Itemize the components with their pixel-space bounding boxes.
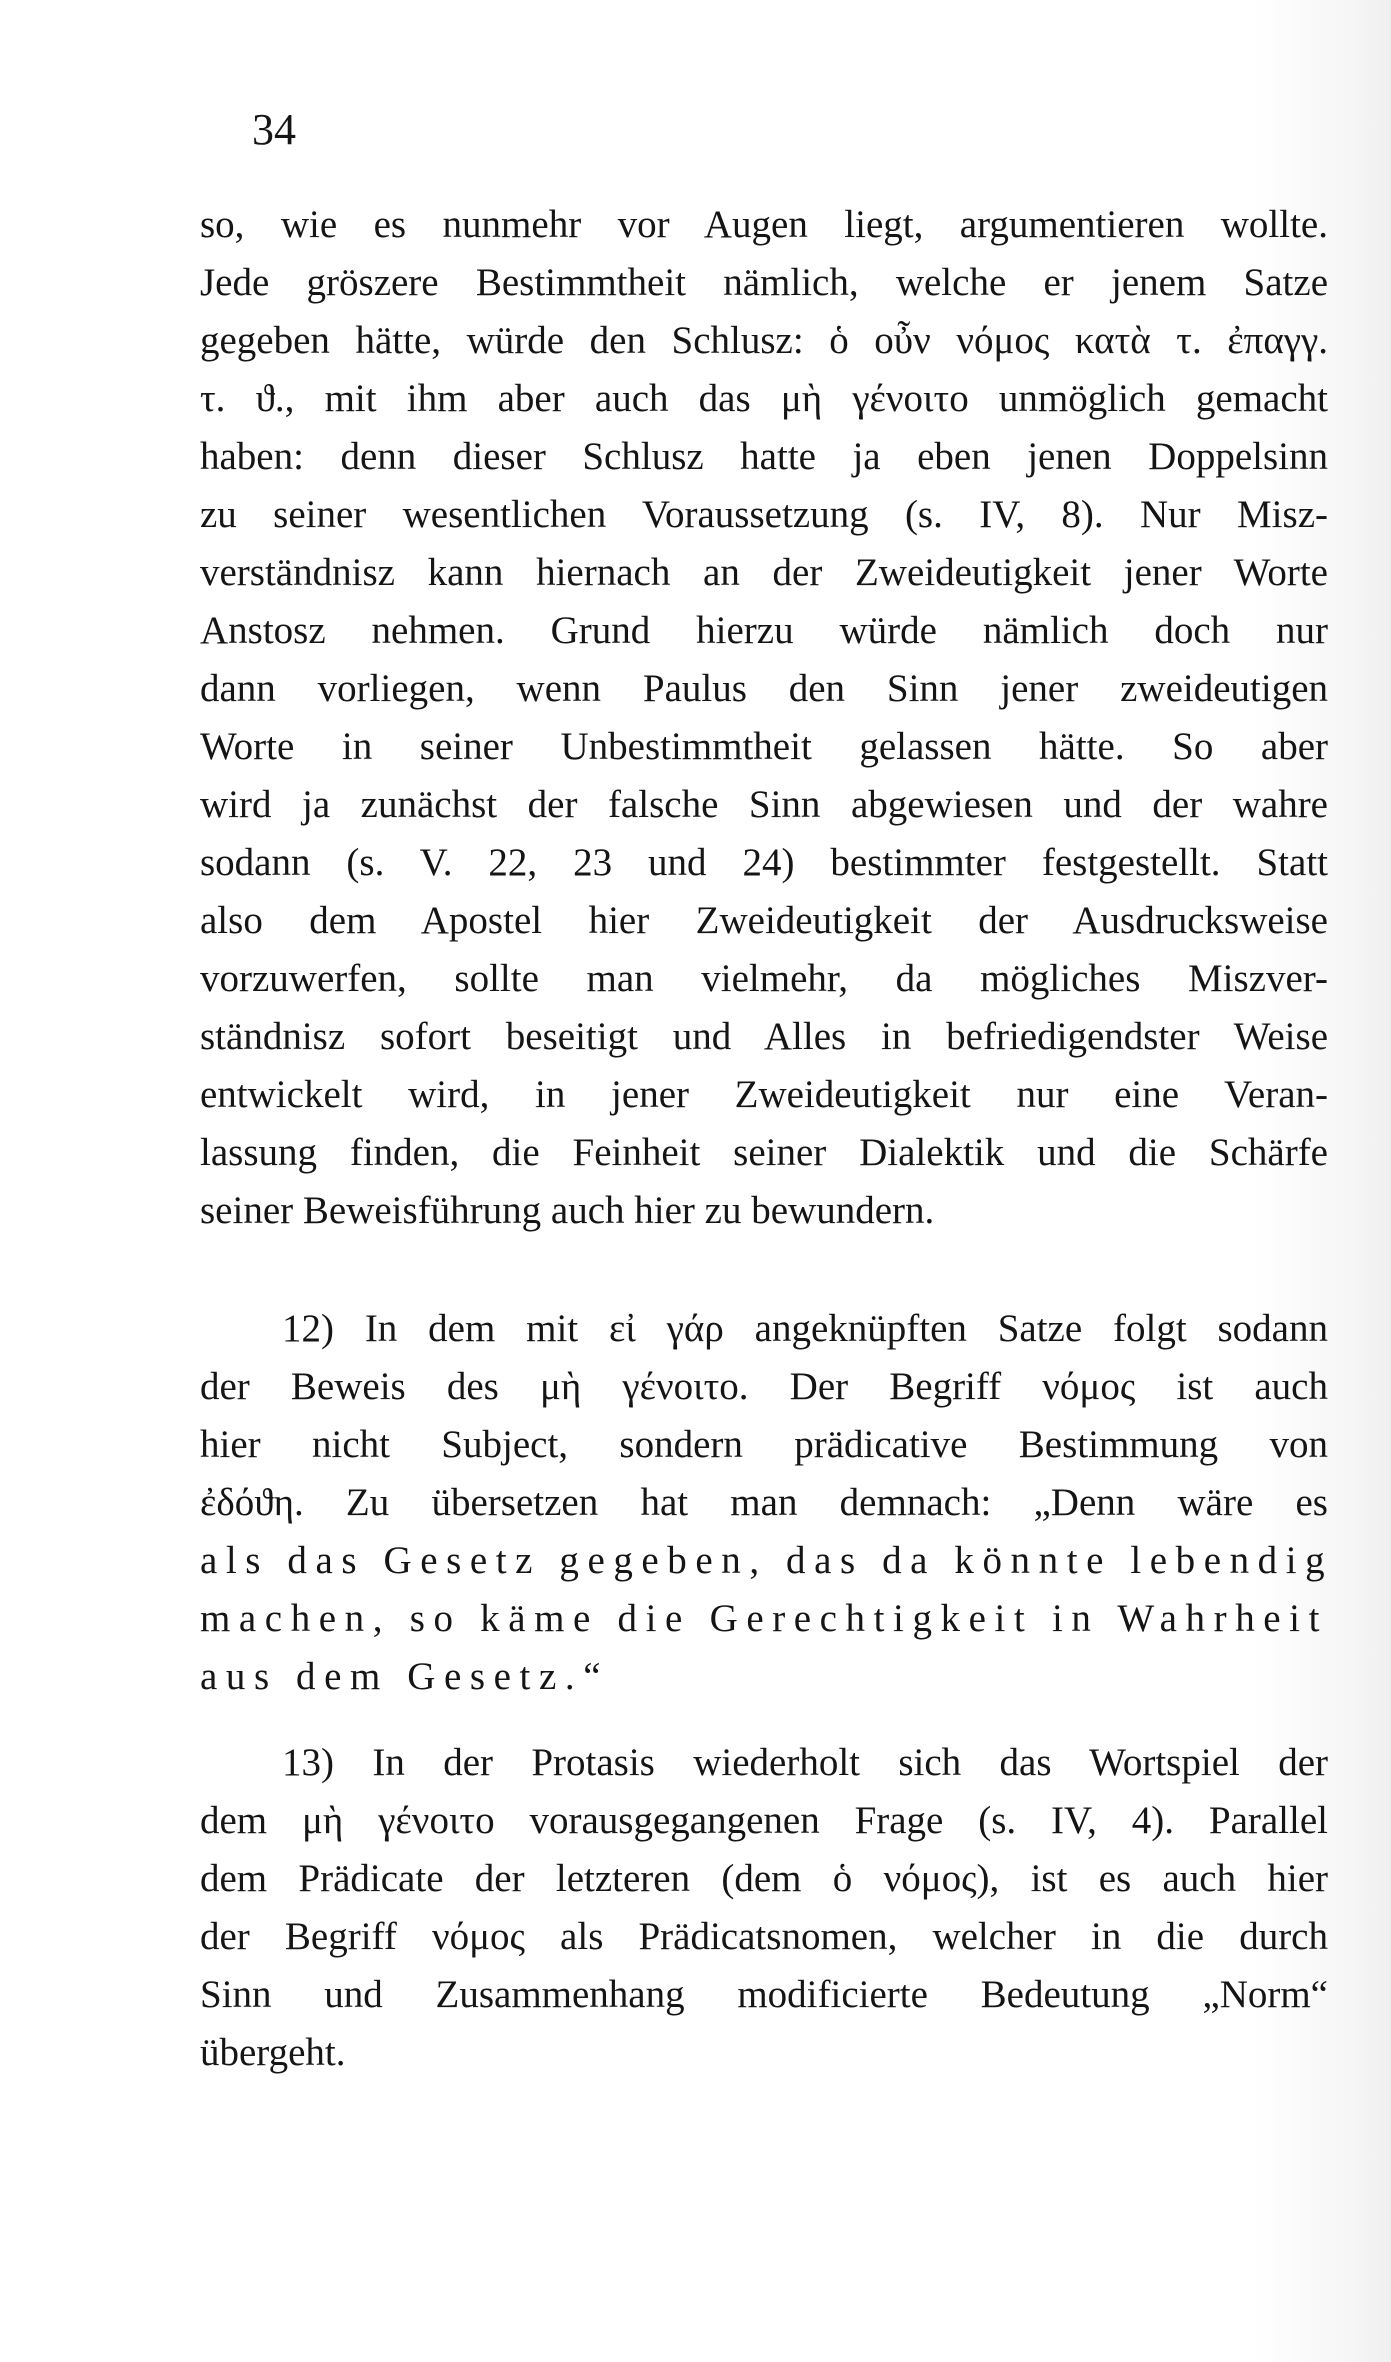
text-line: ständnisz sofort beseitigt und Alles in befriedigendster Weise: [200, 1015, 1328, 1058]
text-line: seiner Beweisführung auch hier zu bewundern.: [200, 1189, 935, 1232]
text-line: dem μὴ γένοιτο vorausgegangenen Frage (s. IV, 4). Parallel: [200, 1799, 1328, 1842]
text-line: dem Prädicate der letzteren (dem ὁ νόμος), ist es auch hier: [200, 1857, 1328, 1900]
text-line: hier nicht Subject, sondern prädicative Bestimmung von: [200, 1423, 1328, 1466]
text-line: lassung finden, die Feinheit seiner Dialektik und die Schärfe: [200, 1131, 1328, 1174]
text-line: Sinn und Zusammenhang modificierte Bedeutung „Norm“: [200, 1973, 1328, 2016]
text-line: vorzuwerfen, sollte man vielmehr, da mögliches Miszver-: [200, 957, 1328, 1000]
text-line: Jede gröszere Bestimmtheit nämlich, welche er jenem Satze: [200, 261, 1328, 304]
text-line: also dem Apostel hier Zweideutigkeit der Ausdrucksweise: [200, 899, 1328, 942]
text-line: zu seiner wesentlichen Voraussetzung (s. IV, 8). Nur Misz-: [200, 493, 1328, 536]
text-line: der Beweis des μὴ γένοιτο. Der Begriff νόμος ist auch: [200, 1365, 1328, 1408]
spaced-quote-line: machen, so käme die Gerechtigkeit in Wahrheit: [200, 1597, 1328, 1640]
text-line: τ. ϑ., mit ihm aber auch das μὴ γένοιτο unmöglich gemacht: [200, 377, 1328, 420]
text-line: gegeben hätte, würde den Schlusz: ὁ οὖν νόμος κατὰ τ. ἐπαγγ.: [200, 319, 1328, 362]
text-line: übergeht.: [200, 2031, 346, 2074]
text-line: dann vorliegen, wenn Paulus den Sinn jener zweideutigen: [200, 667, 1328, 710]
text-line: der Begriff νόμος als Prädicatsnomen, welcher in die durch: [200, 1915, 1328, 1958]
text-line: wird ja zunächst der falsche Sinn abgewiesen und der wahre: [200, 783, 1328, 826]
spaced-quote-line: als das Gesetz gegeben, das da könnte lebendig: [200, 1539, 1334, 1582]
text-line: verständnisz kann hiernach an der Zweideutigkeit jener Worte: [200, 551, 1328, 594]
text-line: Anstosz nehmen. Grund hierzu würde nämlich doch nur: [200, 609, 1328, 652]
text-line: haben: denn dieser Schlusz hatte ja eben jenen Doppelsinn: [200, 435, 1328, 478]
page-number: 34: [252, 105, 296, 154]
text-line: so, wie es nunmehr vor Augen liegt, argumentieren wollte.: [200, 203, 1328, 246]
text-line: ἐδόϑη. Zu übersetzen hat man demnach: „Denn wäre es: [200, 1481, 1328, 1524]
text-line: Worte in seiner Unbestimmtheit gelassen hätte. So aber: [200, 725, 1328, 768]
paragraph-13-start: 13) In der Protasis wiederholt sich das Wortspiel der: [282, 1741, 1328, 1784]
text-line: sodann (s. V. 22, 23 und 24) bestimmter festgestellt. Statt: [200, 841, 1328, 884]
text-line: entwickelt wird, in jener Zweideutigkeit nur eine Veran-: [200, 1073, 1328, 1116]
paragraph-12-start: 12) In dem mit εἰ γάρ angeknüpften Satze folgt sodann: [282, 1307, 1328, 1350]
spaced-quote-line: aus dem Gesetz.“: [200, 1655, 610, 1698]
